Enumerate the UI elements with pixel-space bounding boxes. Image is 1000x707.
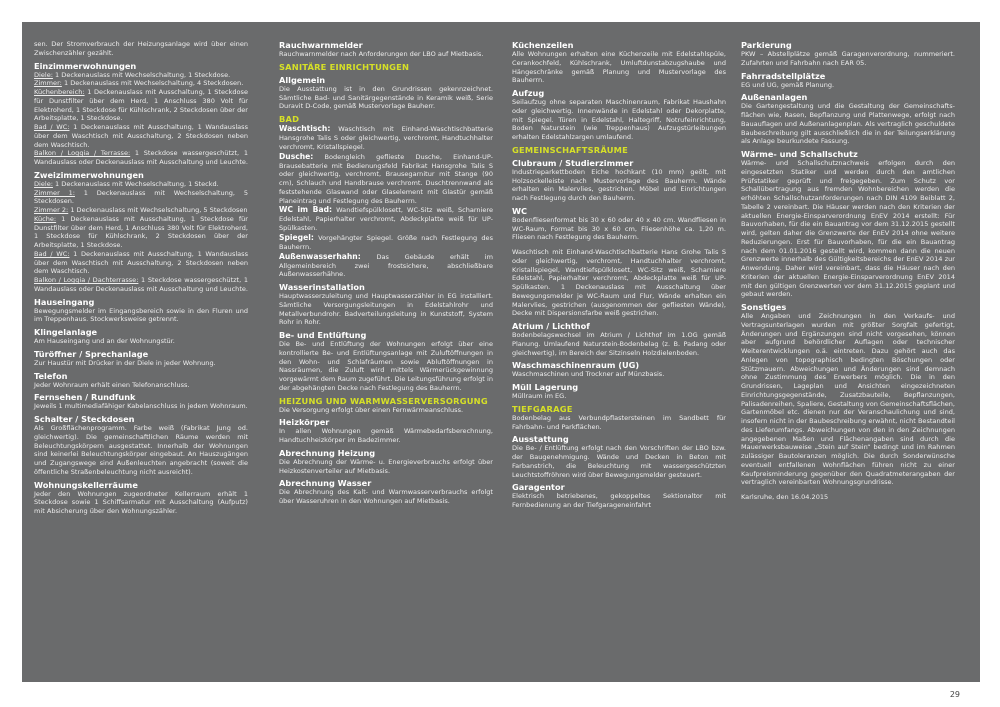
text: 1 Steckdose wassergeschützt, 1 Wandauslass oder Deckenauslass mit Ausschaltung und Leuchte. [34,276,248,293]
heading-ausstattung: Ausstattung [512,434,569,445]
zw-bad [34,250,248,276]
label: Diele: [34,179,53,188]
text: 1 Deckenauslass mit Ausschaltung, 1 Wandauslass über dem Waschtisch mit Ausschaltung, 2 Steckdosen neben dem Waschtisch. [34,249,249,276]
waerme-text: Wärme- und Schallschutznachweis erfolgen durch den eingesetzten Statiker und werden durch den amtlichen Prüfstatiker geprüft und freigegeben. Zum Schutz vor Schallübertragung aus fremden Wohnbereichen werden die erhöhten Schallschutzanforderungen nach DIN 4109 Beiblatt 2, Tabelle 2 vereinbart. Die Häuser werden nach den Kriterien der aktuellen Energie-Einsparverordnung EnEV 2014 erstellt: Für Bauvorhaben, für die ein Bauantrag vor dem 31.12.2015 gestellt wird, gelten daher die Grenzwerte der EnEV 2014 ohne weitere Reduzierungen. Erst für Bauvorhaben, für die ein Bauantrag nach dem 01.01.2016 gestellt wird, kommen dann die neuen Grenzwerte innerhalb des Gültigkeitsbereichs der EnEV 2014 zur Anwendung. Daher wird vereinbart, dass die Häuser nach den Kriterien der aktuellen Energie-Einsparverordnung EnEV 2014 mit den gültigen Grenzwerten vor dem 31.12.2015 geplant und gebaut werden. [741,159,955,299]
text: 1 Deckenauslass mit Ausschaltung, 1 Wandauslass über dem Waschtisch mit Ausschaltung, 2 Steckdosen neben dem Waschtisch. [34,123,249,149]
heading-klingelanlage: Klingelanlage [34,327,98,337]
heading-abrechnung-heizung: Abrechnung Heizung [279,447,376,458]
label: Außenwasserhahn: [279,251,361,261]
heading-wc: WC [512,205,528,216]
label: Balkon / Loggia / Dachterrasse: [34,276,139,284]
heizkoerper-text: In allen Wohnungen gemäß Wärmebedarfsberechnung, Handtuchheizkörper im Badezimmer. [279,427,493,444]
label: Küchenbereich: [34,88,85,96]
wasserinst-text: Hauptwasserzuleitung und Hauptwasserzähler in EG installiert. Sämtliche Versorgungsleitungen in Edelstahlrohr und Metallverbundrohr. Badverteilungsleitung in Kunststoff, System Rohr in Rohr. [279,292,493,327]
heading-zweizimmer: Zweizimmerwohnungen [34,169,144,180]
text: Waschtisch mit Einhand-Waschtischbatterie Hansgrohe Talis S oder gleichwertig, verchromt, Handtuchhalter verchromt, Kristallspiegel. [279,125,493,151]
fernsehen-text: Jeweils 1 multimediafähiger Kabelanschluss in jedem Wohnraum. [34,402,248,411]
allgemein-text: Die Ausstattung ist in den Grundrissen gekennzeichnet. Sämtliche Bad- und Sanitärgegenstände in Keramik weiß, Serie Duravit D-Code, gemäß Mustervorlage Bauherr. [279,84,493,111]
schalter-text: Als Großflächenprogramm. Farbe weiß (Fabrikat Jung od. gleichwertig). Die gemeinschaftlichen Räume werden mit Beleuchtungskörpern ausgestattet. Innerhalb der Wohnungen sind keinerlei Beleuchtungskörper eingebaut. An Hauszugängen und Zugangswege sind Außenleuchten angebracht (soweit die öffentliche Straßenbeleuchtung nicht ausreicht). [34,424,248,476]
einz-bad [34,123,248,149]
tiefgarage-text: Bodenbelag aus Verbundpflastersteinen im Sandbett für Fahrbahn- und Parkflächen. [512,413,726,431]
heading-muell: Müll Lagerung [512,382,579,392]
text: 1 Steckdose wassergeschützt, 1 Wandauslass oder Deckenauslass mit Ausschaltung und Leuchte. [34,149,248,166]
label: Bad / WC: [34,249,70,258]
telefon-text: Jeder Wohnraum erhält einen Telefonanschluss. [34,380,190,389]
zw-zimmer-1 [34,189,248,207]
clubraum-text: Industrieparkettboden Eiche hochkant (10 mm) geölt, mit Holzsockelleiste nach Mustervorlage des Bauherrn. Wände erhalten ein Malervlies, gestrichen. Möbel und Einrichtungen nach Festlegung durch den Bauherrn. [512,167,726,202]
heading-aussenanlagen: Außenanlagen [741,92,808,103]
heading-belueftung: Be- und Entlüftung [279,330,367,340]
tueroeffner-text: Zur Haustür mit Drücker in der Diele in jeder Wohnung. [34,358,216,367]
label: Zimmer: [34,79,62,88]
text: Vorgehängter Spiegel. Größe nach Festlegung des Bauherrn. [279,233,493,251]
sonstiges-text: Alle Angaben und Zeichnungen in den Verkaufs- und Vertragsunterlagen wurden mit größter Sorgfalt gefertigt, Änderungen und Ergänzungen sind nicht vorgesehen, können aber aufgrund behördlicher Auflagen oder technischer Weiterentwicklungen o.ä. eintreten. Dazu gehört auch das Anlegen von topographisch bedingten Böschungen oder Stützmauern. Abweichungen und Änderungen sind demnach ohne Zustimmung des Erwerbers möglich. Die in den Grundrissen, Lageplan und Ansichten eingezeichneten Einrichtungsgegenstände, Zusatzbauteile, Bepflanzungen, Palisadenreihen, Spaliere, Gestaltung von Gemeinschaftsflächen, Gartenmöbel etc. dienen nur der Veranschaulichung und sind, insofern nicht in der Baubeschreibung erwähnt, nicht Bestandteil des Lieferumfangs. Abweichungen von den in den Zeichnungen angegebenen Maßen und Flächenangaben sind durch die Mauerwerksbauweise „Stein auf Stein“ bedingt und im Rahmen zulässiger Bautoleranzen möglich. Die durch Sonderwünsche eventuell entfallenen Wohnflächen führen nicht zu einer Kaufpreisminderung gegenüber den Quadratmeterangaben der vertraglich vereinbarten Wohnungsgrundrisse. [741,312,955,487]
aussen-text: Die Gartengestaltung und die Gestaltung der Gemeinschafts-flächen wie, Rasen, Bepflanzung und Plattenwege, erfolgt nach Bauauflagen und Außenanlagenplan. Als vertraglich geschuldete Baubeschreibung gilt ausschließlich die in der Teilungserklärung als Anlage beurkundete Fassung. [741,102,955,146]
heading-aufzug: Aufzug [512,88,545,98]
heading-garagentor: Garagentor [512,482,565,493]
column-3 [512,40,726,510]
dusche [279,152,493,206]
text: 1 Deckenauslass mit Wechselschaltung, 5 Steckdosen [68,206,248,214]
heading-rauchwarnmelder: Rauchwarnmelder [279,40,363,50]
heizung-text: Die Versorgung erfolgt über einen Fernwärmeanschluss. [279,405,464,414]
content-panel [22,22,980,682]
einz-zimmer [34,79,248,88]
text: 1 Deckenauslass mit Wechselschaltung, 5 Steckdosen. [34,188,248,206]
fahrrad-text: EG und UG, gemäß Planung. [741,80,835,89]
heading-atrium: Atrium / Lichthof [512,321,590,331]
heading-keller: Wohnungskellerräume [34,479,138,490]
keller-text: Jeder den Wohnungen zugeordneter Kellerraum erhält 1 Steckdose sowie 1 Schiffsarmatur mit Ausschaltung (Aufputz) mit Absicherung über den Wohnungszähler. [34,489,248,515]
section-tiefgarage: TIEFGARAGE [512,403,573,414]
spiegel [279,233,493,252]
heading-sonstiges: Sonstiges [741,302,787,312]
abr-wasser-text: Die Abrechnung des Kalt- und Warmwasserverbrauchs erfolgt über Wasseruhren in den Wohnungen auf Mietbasis. [279,488,493,505]
heading-waschmaschinenraum: Waschmaschinenraum (UG) [512,360,640,371]
column-4 [741,40,955,502]
heading-einzimmer: Einzimmerwohnungen [34,60,137,71]
klingel-text: Am Hauseingang und an der Wohnungstür. [34,337,175,345]
abr-heizung-text: Die Abrechnung der Wärme- u. Energieverbrauchs erfolgt über Heizkostenverteiler auf Mietbasis. [279,457,493,475]
heading-parkierung: Parkierung [741,40,792,50]
heading-heizkoerper: Heizkörper [279,417,330,428]
muell-text: Müllraum im EG. [512,392,567,400]
hauseingang-text: Bewegungsmelder im Eingangsbereich sowie in den Fluren und im Treppenhaus. Stockwerksweise getrennt. [34,306,248,324]
heading-wasserinstallation: Wasserinstallation [279,282,365,292]
section-gemeinschaftsraeume: GEMEINSCHAFTSRÄUME [512,144,628,155]
label: Balkon / Loggia / Terrasse: [34,149,131,158]
label: Spiegel: [279,232,314,242]
label: Diele: [34,70,53,79]
ausstattung-text: Die Be- / Entlüftung erfolgt nach den Vorschriften der LBO bzw. der Baugenehmigung. Wände und Decken in Beton mit Farbanstrich, die Beleuchtung mit wassergeschützten Leuchtstoffröhren wird über Bewegungsmelder gesteuert. [512,444,726,479]
label: Dusche: [279,151,314,161]
heading-kuechenzeilen: Küchenzeilen [512,40,574,50]
aussenwasserhahn [279,252,493,280]
wc-text-2: Waschtisch mit Einhand-Waschtischbatterie Hans Grohe Talis S oder gleichwertig, verchromt, Handtuchhalter verchromt, Kristallspiegel, Wandtiefspülklosett, WC-Sitz weiß, Scharniere Edelstahl, Papierhalter verchromt, Abdeckplatte weiß für UP-Spülkasten. 1 Deckenauslass mit Ausschaltung über Bewegungsmelder je WC-Raum und Flur, Wände erhalten ein Malervlies, gestrichen (ausgenommen der gefliesten Wände), Decke mit Dispersionsfarbe weiß gestrichen. [512,248,726,318]
label: Zimmer 2: [34,206,69,214]
heading-telefon: Telefon [34,370,68,381]
page-number: 29 [949,690,960,699]
heading-clubraum: Clubraum / Studierzimmer [512,157,634,168]
heading-waerme-schallschutz: Wärme- und Schallschutz [741,149,858,159]
intro-text: sen. Der Stromverbrauch der Heizungsanlage wird über einen Zwischenzähler gezählt. [34,40,248,57]
waschtisch [279,124,493,152]
heading-tueroeffner: Türöffner / Sprechanlage [34,348,149,359]
zw-balkon [34,276,248,294]
wc-im-bad [279,205,493,233]
belueftung-text: Die Be- und Entlüftung der Wohnungen erfolgt über eine kontrollierte Be- und Entlüftungsanlage mit Zuluftöffnungen in den Wohn- und Schlafräumen sowie Abluftöffnungen in Nassräumen, die Zuluft wird mittels Wärmerückgewinnung vorgewärmt dem Raum zugeführt. Die Leitungsführung erfolgt in der abgehängten Decke nach Festlegung des Bauherrn. [279,340,493,392]
text: Wandtiefspülklosett, WC-Sitz weiß, Scharniere Edelstahl, Papierhalter verchromt, Abdeckplatte weiß für UP-Spülkasten. [279,206,494,232]
zw-zimmer-2 [34,206,248,215]
garagentor-text: Elektrisch betriebenes, gekoppeltes Sektionaltor mit Fernbedienung an der Tiefgarageneinfahrt [512,492,726,509]
heading-fahrrad: Fahrradstellplätze [741,70,826,81]
section-sanitaer: SANITÄRE EINRICHTUNGEN [279,61,410,72]
text: 1 Deckenauslass mit Wechselschaltung, 4 Steckdosen. [61,79,244,88]
label: Küche: [34,214,57,223]
label: WC im Bad: [279,205,333,215]
heading-schalter: Schalter / Steckdosen [34,414,135,424]
heading-fernsehen: Fernsehen / Rundfunk [34,392,136,403]
einz-balkon [34,149,248,167]
waschmaschine-text: Waschmaschinen und Trockner auf Münzbasis. [512,370,665,379]
heading-allgemein: Allgemein [279,74,326,85]
heading-hauseingang: Hauseingang [34,296,95,307]
text: Bodengleich geflieste Dusche, Einhand-UP-Brausebatterie mit Bedienungsfeld Fabrikat Hansgrohe Talis S oder gleichwertig, verchromt, Brausegarnitur mit Stange (90 cm), Schlauch und Handbrause verchromt. Duschtrennwand als feststehende Glaswand oder Glaselement mit Glastür gemäß Planeintrag und Festlegung des Bauherrn. [279,152,493,205]
text: 1 Deckenauslass mit Ausschaltung, 1 Steckdose für Dunstfilter über dem Herd, 1 Anschluss 380 Volt für Elektroherd, 1 Steckdose für Kühlschrank, 2 Steckdosen über der Arbeitsplatte, 1 Steckdose. [34,88,248,123]
text: Das Gebäude erhält im Allgemeinbereich zwei frostsichere, abschließbare Außenwasserhähne. [279,252,493,279]
section-bad: BAD [279,114,300,124]
aufzug-text: Seilaufzug ohne separaten Maschinenraum, Fabrikat Haushahn oder gleichwertig. Innenwände in Edelstahl oder Dekorplatte, mit Spiegel. Türen in Edelstahl, Haltegriff, Notrufeinrichtung, Boden Naturstein (wie Treppenhaus) Aufzugstürleibungen erhalten Edelstahlzargen umlaufend. [512,98,726,141]
zw-diele [34,180,248,189]
label: Zimmer 1: [34,188,75,197]
text: 1 Deckenauslass mit Ausschaltung, 1 Steckdose für Dunstfilter über dem Herd, 1 Anschluss 380 Volt für Elektroherd, 1 Steckdose für Kühlschrank, 2 Steckdosen über der Arbeitsplatte, 1 Steckdose. [34,214,248,249]
text: 1 Deckenauslass mit Wechselschaltung, 1 Steckdose. [52,70,231,79]
einz-diele [34,71,248,80]
kuechenzeilen-text: Alle Wohnungen erhalten eine Küchenzeile mit Edelstahlspüle, Cerankochfeld, Kühlschrank, Umluftdunstabzugshaube und Hängeschränke gemäß Planung und Mustervorlage des Bauherrn. [512,50,726,85]
text: 1 Deckenauslass mit Wechselschaltung, 1 Steckd. [52,179,219,188]
section-heizung: HEIZUNG UND WARMWASSERVERSORGUNG [279,395,488,406]
label: Waschtisch: [279,124,331,133]
column-2 [279,40,493,506]
rauch-text: Rauchwarnmelder nach Anforderungen der LBO auf Mietbasis. [279,50,484,58]
label: Bad / WC: [34,123,70,131]
parkierung-text: PKW – Abstellplätze gemäß Garagenverordnung, nummeriert. Zufahrten und Fahrbahn nach EAR 05. [741,50,955,67]
wc-text-1: Bodenfliesenformat bis 30 x 60 oder 40 x 40 cm. Wandfliesen in WC-Raum, Format bis 30 x 60 cm, Fliesenhöhe ca. 1,20 m. Fliesen nach Festlegung des Bauherrn. [512,215,726,242]
column-1 [34,40,248,516]
atrium-text: Bodenbelagswechsel im Atrium / Lichthof im 1.OG gemäß Planung. Umlaufend Naturstein-Bodenbelag (z. B. Padang oder gleichwertig), im Bereich der Sitzinseln Holzdielenboden. [512,331,726,357]
ort-datum: Karlsruhe, den 16.04.2015 [741,493,829,501]
zw-kueche [34,215,248,250]
heading-abrechnung-wasser: Abrechnung Wasser [279,478,372,489]
einz-kueche [34,88,248,123]
